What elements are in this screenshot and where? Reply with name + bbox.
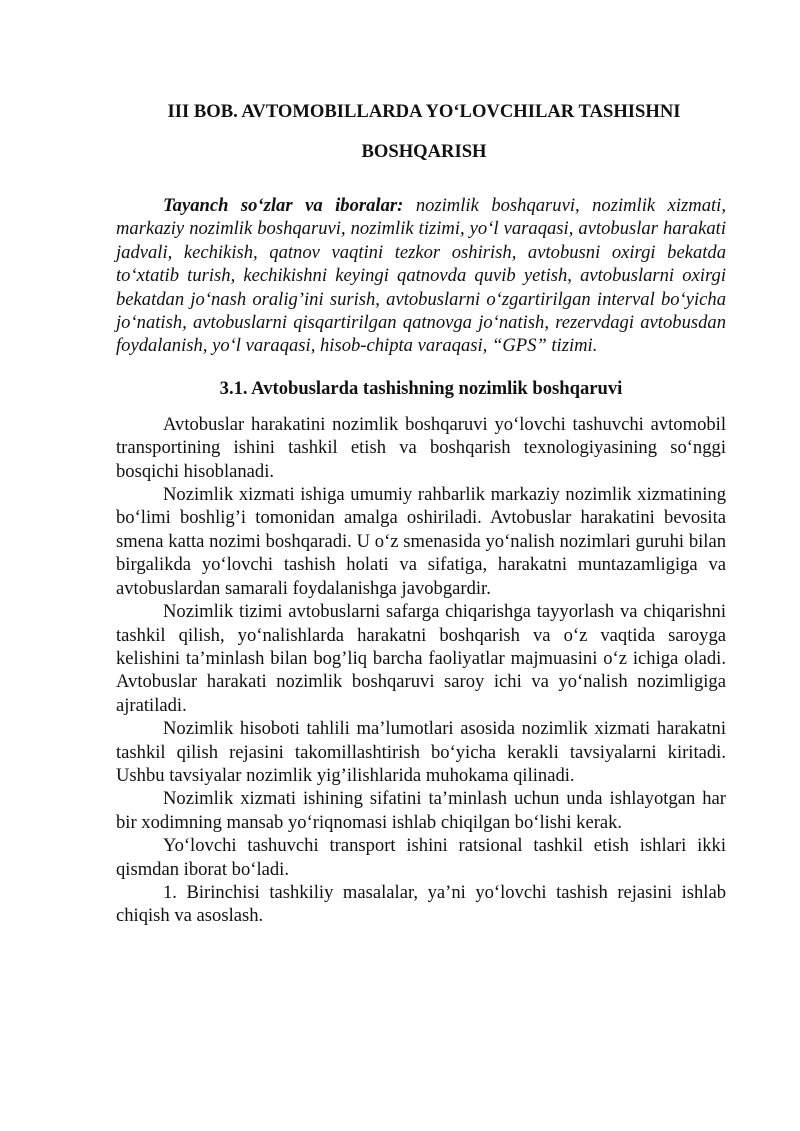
body-paragraph: Yo‘lovchi tashuvchi transport ishini ratsional tashkil etish ishlari ikki qismdan iborat bo‘ladi. <box>116 835 726 880</box>
body-paragraph: Avtobuslar harakatini nozimlik boshqaruvi yo‘lovchi tashuvchi avtomobil transportining ishini tashkil etish va boshqarish texnologiyasining so‘nggi bosqichi hisoblanadi. <box>116 413 726 482</box>
keywords-text: nozimlik boshqaruvi, nozimlik xizmati, markaziy nozimlik boshqaruvi, nozimlik tizimi, yo‘l varaqasi, avtobuslar harakati jadvali, kechikish, qatnov vaqtini tezkor oshirish, avtobusni oxirgi bekatda to‘xtatib turish, kechikishni keyingi qatnovda quvib yetish, avtobuslarni oxirgi bekatdan jo‘nash oralig’ini surish, avtobuslarni o‘zgartirilgan interval bo‘yicha jo‘natish, avtobuslarni qisqartirilgan qatnovga jo‘natish, rezervdagi avtobusdan foydalanish, yo‘l varaqasi, hisob-chipta varaqasi, “GPS” tizimi. <box>116 195 726 357</box>
body-paragraph: 1. Birinchisi tashkiliy masalalar, ya’ni yo‘lovchi tashish rejasini ishlab chiqish va asoslash. <box>116 881 726 927</box>
body-paragraph: Nozimlik xizmati ishining sifatini ta’minlash uchun unda ishlayotgan har bir xodimning mansab yo‘riqnomasi ishlab chiqilgan bo‘lishi kerak. <box>116 788 726 833</box>
body-paragraph: Nozimlik tizimi avtobuslarni safarga chiqarishga tayyorlash va chiqarishni tashkil qilish, yo‘nalishlarda harakatni boshqarish va o‘z vaqtida saroyga kelishini ta’minlash bilan bog’liq barcha faoliyatlar majmuasini o‘z ichiga oladi. Avtobuslar harakati nozimlik boshqaruvi saroy ichi va yo‘nalish nozimligiga ajratiladi. <box>116 601 726 716</box>
keywords-label: Tayanch so‘zlar va iboralar: <box>163 195 404 216</box>
chapter-title-line-1: III BOB. AVTOMOBILLARDA YO‘LOVCHILAR TASHISHNI <box>167 101 681 122</box>
section-title: 3.1. Avtobuslarda tashishning nozimlik boshqaruvi <box>219 377 623 399</box>
keywords-paragraph <box>116 194 726 358</box>
body-paragraph: Nozimlik hisoboti tahlili ma’lumotlari asosida nozimlik xizmati harakatni tashkil qilish rejasini takomillashtirish bo‘yicha kerakli tavsiyalarni kiritadi. Ushbu tavsiyalar nozimlik yig’ilishlarida muhokama qilinadi. <box>116 718 726 786</box>
chapter-title <box>116 92 726 172</box>
body-paragraph: Nozimlik xizmati ishiga umumiy rahbarlik markaziy nozimlik xizmatining bo‘limi boshlig’i tomonidan amalga oshiriladi. Avtobuslar harakatini bevosita smena katta nozimi boshqaradi. U o‘z smenasida yo‘nalish nozimlari guruhi bilan birgalikda yo‘lovchi tashish holati va sifatiga, harakatni muntazamligiga va avtobuslardan samarali foydalanishga javobgardir. <box>116 484 726 599</box>
chapter-title-line-2: BOSHQARISH <box>361 141 487 162</box>
